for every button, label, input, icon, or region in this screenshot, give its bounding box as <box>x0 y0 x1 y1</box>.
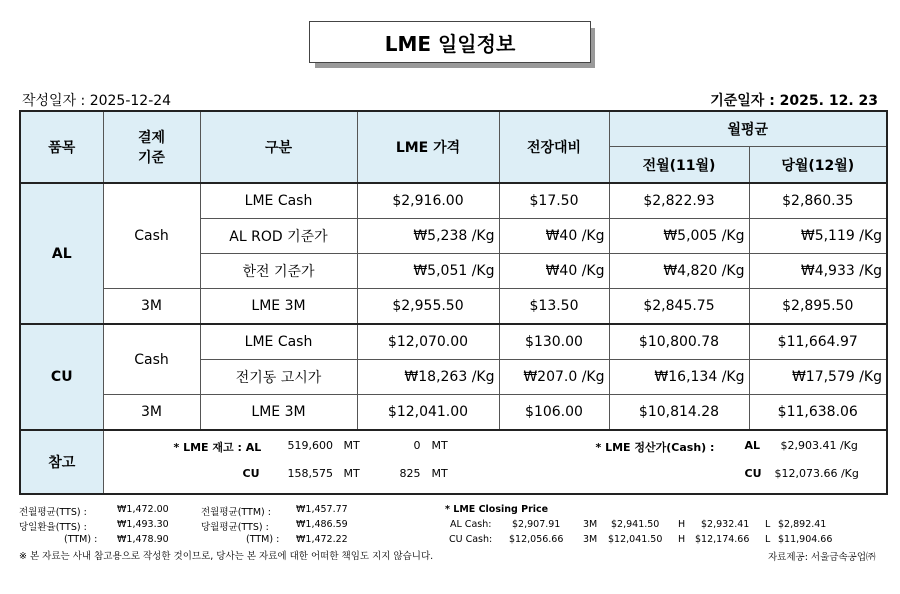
cell-price: ₩5,051 /Kg <box>357 254 499 289</box>
cell-prev: $2,822.93 <box>609 183 749 219</box>
al-stock: 519,600 <box>287 439 333 452</box>
cell-diff: $106.00 <box>499 395 609 431</box>
header-monthly-avg: 월평균 <box>609 111 887 147</box>
footer-today-tts-label: 당일환율(TTS) : <box>19 522 87 533</box>
settle-al-label: AL <box>744 439 761 452</box>
footer-prev-tts: ₩1,472.00 <box>117 504 169 515</box>
footer-al-cash-label: AL Cash: <box>450 519 492 530</box>
cell-price: ₩5,238 /Kg <box>357 219 499 254</box>
cell-prev: ₩5,005 /Kg <box>609 219 749 254</box>
cell-diff: ₩40 /Kg <box>499 219 609 254</box>
cell-cur: $11,664.97 <box>749 324 887 360</box>
footer-disclaimer: ※ 본 자료는 사내 참고용으로 작성한 것이므로, 당사는 본 자료에 대한 어떠한 책임도 지지 않습니다. <box>19 551 434 562</box>
al-stock-change: 0 <box>413 439 421 452</box>
cu-stock-change: 825 <box>399 467 421 480</box>
settle-label: * LME 정산가(Cash) : <box>595 441 715 454</box>
cell-cur: $2,895.50 <box>749 289 887 325</box>
cell-cur: $11,638.06 <box>749 395 887 431</box>
stock-label: * LME 재고 : AL <box>173 441 262 454</box>
settle-cash: Cash <box>103 324 200 395</box>
header-item: 품목 <box>20 111 103 183</box>
footer-cu-3m-label: 3M <box>583 534 598 545</box>
cell-prev: $10,800.78 <box>609 324 749 360</box>
footer-prev-ttm: ₩1,457.77 <box>296 504 348 515</box>
footer-al-high: $2,932.41 <box>701 519 750 530</box>
settle-3m: 3M <box>103 395 200 431</box>
footer-closing-title: * LME Closing Price <box>445 504 549 515</box>
settle-cash: Cash <box>103 183 200 289</box>
item-al: AL <box>20 183 103 324</box>
settle-cu: $12,073.66 /Kg <box>774 467 859 480</box>
footer-cu-3m: $12,041.50 <box>608 534 663 545</box>
footer-cu-cash-label: CU Cash: <box>449 534 493 545</box>
cell-cur: ₩17,579 /Kg <box>749 360 887 395</box>
footer-cu-l-label: L <box>765 534 771 545</box>
header-prev-diff: 전장대비 <box>499 111 609 183</box>
footer-today-tts: ₩1,493.30 <box>117 519 169 530</box>
row-label: LME 3M <box>200 289 357 325</box>
footer-today-ttm: ₩1,478.90 <box>117 534 169 545</box>
settle-3m: 3M <box>103 289 200 325</box>
base-date: 기준일자 : 2025. 12. 23 <box>710 93 878 109</box>
footer-today-ttm-label: (TTM) : <box>64 534 98 545</box>
footer-source: 자료제공: 서울금속공업㈜ <box>768 552 876 563</box>
cell-diff: $130.00 <box>499 324 609 360</box>
row-label: LME Cash <box>200 324 357 360</box>
cell-price: $12,070.00 <box>357 324 499 360</box>
cell-prev: $10,814.28 <box>609 395 749 431</box>
header-settle-line2: 기준 <box>137 150 166 166</box>
cell-cur: ₩5,119 /Kg <box>749 219 887 254</box>
cell-diff: $13.50 <box>499 289 609 325</box>
row-label: 한전 기준가 <box>200 254 357 289</box>
footer-al-l-label: L <box>765 519 771 530</box>
footer-cu-cash: $12,056.66 <box>509 534 564 545</box>
footer-cur-ttm-label: (TTM) : <box>246 534 280 545</box>
cell-price: $2,916.00 <box>357 183 499 219</box>
footer-al-3m-label: 3M <box>583 519 598 530</box>
header-prev-month: 전월(11월) <box>609 147 749 184</box>
cu-stock: 158,575 <box>287 467 333 480</box>
header-lme-price: LME 가격 <box>357 111 499 183</box>
row-label: LME 3M <box>200 395 357 431</box>
footer-prev-tts-label: 전월평균(TTS) : <box>19 507 87 518</box>
written-date: 작성일자 : 2025-12-24 <box>22 93 172 109</box>
cell-price: ₩18,263 /Kg <box>357 360 499 395</box>
cell-diff: ₩40 /Kg <box>499 254 609 289</box>
row-label: LME Cash <box>200 183 357 219</box>
page-title: LME 일일정보 <box>309 21 591 63</box>
settle-al: $2,903.41 /Kg <box>780 439 858 452</box>
row-label: AL ROD 기준가 <box>200 219 357 254</box>
header-this-month: 당월(12월) <box>749 147 887 184</box>
cell-price: $2,955.50 <box>357 289 499 325</box>
footer-prev-ttm-label: 전월평균(TTM) : <box>201 507 271 518</box>
cell-price: $12,041.00 <box>357 395 499 431</box>
footer-al-cash: $2,907.91 <box>512 519 561 530</box>
cell-cur: $2,860.35 <box>749 183 887 219</box>
row-label: 전기동 고시가 <box>200 360 357 395</box>
cell-prev: ₩4,820 /Kg <box>609 254 749 289</box>
footer-cu-high: $12,174.66 <box>695 534 750 545</box>
cu-change-unit: MT <box>431 467 448 480</box>
cu-stock-label: CU <box>242 467 260 480</box>
footer-cu-h-label: H <box>678 534 686 545</box>
al-change-unit: MT <box>431 439 448 452</box>
settle-cu-label: CU <box>744 467 762 480</box>
footer-cur-tts-label: 당월평균(TTS) : <box>201 522 269 533</box>
footer-cu-low: $11,904.66 <box>778 534 833 545</box>
cell-prev: ₩16,134 /Kg <box>609 360 749 395</box>
cell-cur: ₩4,933 /Kg <box>749 254 887 289</box>
footer-al-h-label: H <box>678 519 686 530</box>
header-settle-line1: 결제 <box>137 130 166 146</box>
item-cu: CU <box>20 324 103 430</box>
header-category: 구분 <box>200 111 357 183</box>
cu-stock-unit: MT <box>343 467 360 480</box>
footer-al-low: $2,892.41 <box>778 519 827 530</box>
footer-cur-tts: ₩1,486.59 <box>296 519 348 530</box>
footer-al-3m: $2,941.50 <box>611 519 660 530</box>
cell-diff: ₩207.0 /Kg <box>499 360 609 395</box>
al-stock-unit: MT <box>343 439 360 452</box>
footer-cur-ttm: ₩1,472.22 <box>296 534 348 545</box>
cell-diff: $17.50 <box>499 183 609 219</box>
reference-label: 참고 <box>20 430 103 494</box>
cell-prev: $2,845.75 <box>609 289 749 325</box>
